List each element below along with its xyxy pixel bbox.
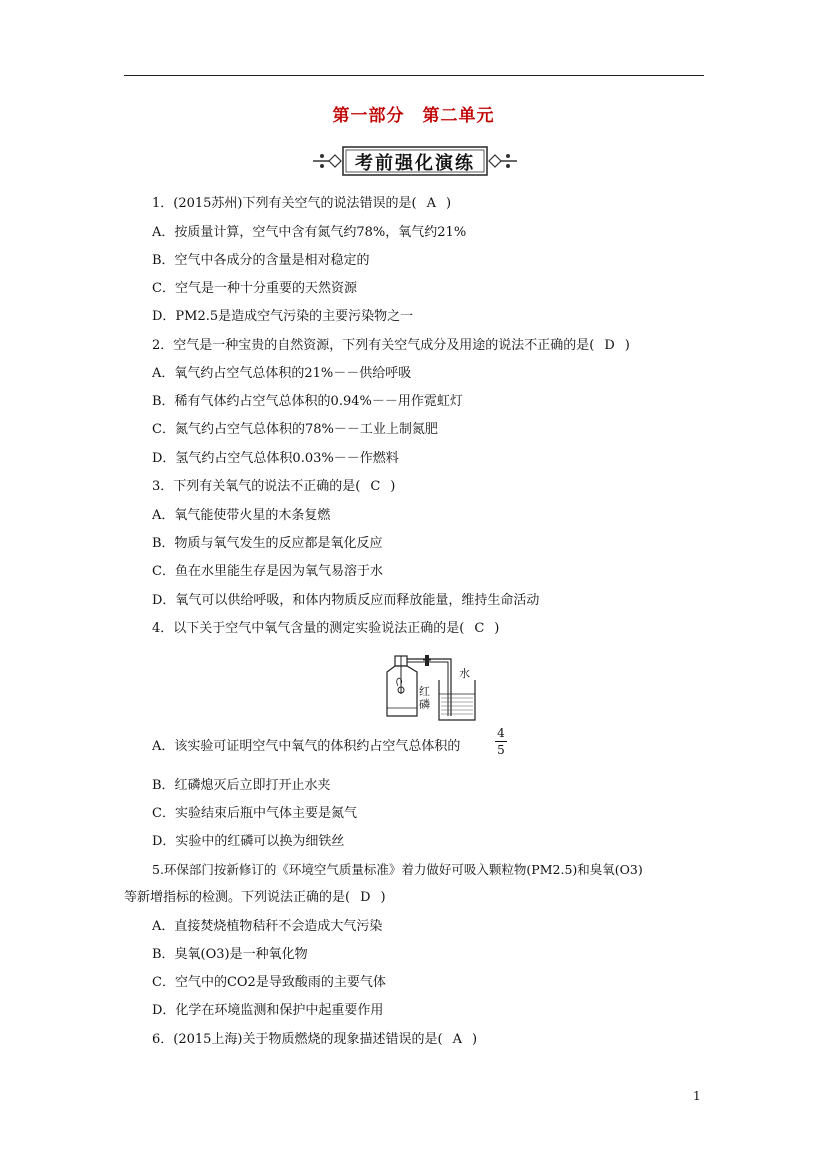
option-a: A．直接焚烧植物秸秆不会造成大气污染 xyxy=(152,919,383,934)
question-paren: ) xyxy=(445,196,452,211)
option-b: B．臭氧(O3)是一种氧化物 xyxy=(152,947,308,962)
question-4 xyxy=(152,620,499,638)
apparatus-drawing xyxy=(381,650,501,722)
question-paren: ) xyxy=(380,890,386,905)
answer: D xyxy=(360,890,371,905)
question-paren: ) xyxy=(471,1032,478,1047)
option-c: C．空气中的CO2是导致酸雨的主要气体 xyxy=(152,975,386,990)
answer: D xyxy=(604,338,615,353)
option-b: B．红磷熄灭后立即打开止水夹 xyxy=(152,778,331,793)
option-a: A．按质量计算，空气中含有氮气约78%，氧气约21% xyxy=(152,225,467,240)
option-b: B．物质与氧气发生的反应都是氧化反应 xyxy=(152,536,383,551)
option-b: B．稀有气体约占空气总体积的0.94%－－用作霓虹灯 xyxy=(152,394,463,409)
fraction-bar xyxy=(495,741,507,742)
experiment-apparatus-figure xyxy=(381,650,501,722)
option-b: B．空气中各成分的含量是相对稳定的 xyxy=(152,253,370,268)
answer: C xyxy=(474,621,485,636)
question-1 xyxy=(152,195,451,213)
option-d: D．PM2.5是造成空气污染的主要污染物之一 xyxy=(152,309,414,324)
option-a: A．该实验可证明空气中氧气的体积约占空气总体积的 xyxy=(152,739,461,754)
question-2 xyxy=(152,337,630,355)
option-c: C．鱼在水里能生存是因为氧气易溶于水 xyxy=(152,564,383,579)
option-d: D．实验中的红磷可以换为细铁丝 xyxy=(152,834,345,849)
part-title: 第一部分 第二单元 xyxy=(332,106,495,126)
label-water: 水 xyxy=(459,667,470,680)
option-c: C．氮气约占空气总体积的78%－－工业上制氮肥 xyxy=(152,422,438,437)
question-stem: 1．(2015苏州)下列有关空气的说法错误的是( xyxy=(152,196,417,211)
option-a: A．氧气约占空气总体积的21%－－供给呼吸 xyxy=(152,366,412,381)
question-paren: ) xyxy=(624,338,630,353)
label-red-phosphorus-1: 红 xyxy=(419,685,430,698)
question-5 xyxy=(124,889,386,907)
question-stem: 等新增指标的检测。下列说法正确的是( xyxy=(124,890,351,905)
option-a: A．氧气能使带火星的木条复燃 xyxy=(152,508,331,523)
question-3 xyxy=(152,478,395,496)
question-paren: ) xyxy=(390,479,396,494)
answer: C xyxy=(370,479,381,494)
option-d: D．化学在环境监测和保护中起重要作用 xyxy=(152,1003,384,1018)
question-stem: 2．空气是一种宝贵的自然资源，下列有关空气成分及用途的说法不正确的是( xyxy=(152,338,595,353)
question-5-line-1: 5.环保部门按新修订的《环境空气质量标准》着力做好可吸入颗粒物(PM2.5)和臭氧(O3) xyxy=(152,862,643,877)
header-rule xyxy=(124,75,704,76)
section-banner xyxy=(311,144,519,178)
answer: A xyxy=(452,1032,462,1047)
answer: A xyxy=(426,196,436,211)
fraction xyxy=(495,726,507,757)
option-d: D．氢气约占空气总体积0.03%－－作燃料 xyxy=(152,451,399,466)
label-red-phosphorus-2: 磷 xyxy=(419,698,430,711)
option-c: C．空气是一种十分重要的天然资源 xyxy=(152,281,357,296)
banner-title: 考前强化演练 xyxy=(355,153,475,174)
page-number: 1 xyxy=(693,1089,701,1103)
option-d: D．氧气可以供给呼吸，和体内物质反应而释放能量，维持生命活动 xyxy=(152,593,540,608)
question-stem: 6．(2015上海)关于物质燃烧的现象描述错误的是( xyxy=(152,1032,443,1047)
question-paren: ) xyxy=(494,621,500,636)
fraction-denominator: 5 xyxy=(497,743,505,757)
question-stem: 3．下列有关氧气的说法不正确的是( xyxy=(152,479,361,494)
fraction-numerator: 4 xyxy=(497,726,505,740)
option-c: C．实验结束后瓶中气体主要是氮气 xyxy=(152,806,357,821)
question-stem: 4．以下关于空气中氧气含量的测定实验说法正确的是( xyxy=(152,621,465,636)
question-6 xyxy=(152,1031,477,1049)
